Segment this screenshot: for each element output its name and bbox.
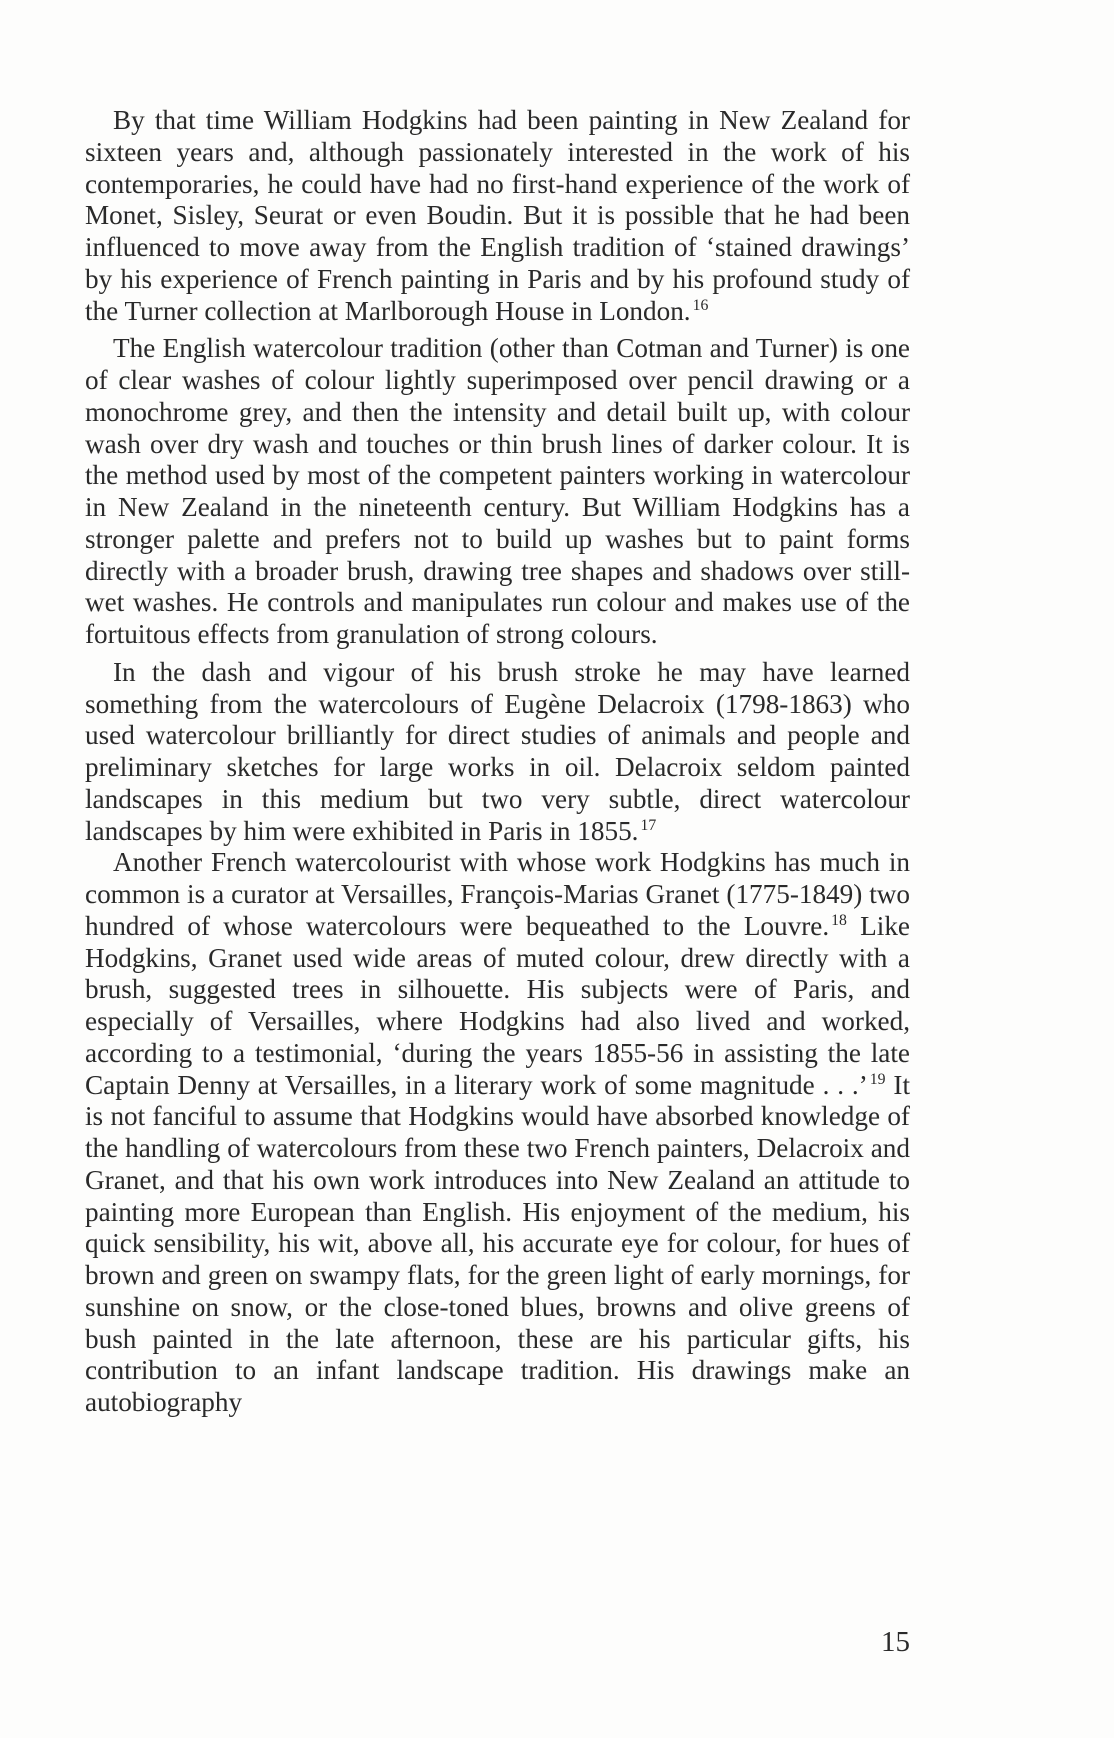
paragraph: [85, 333, 910, 651]
paragraph-text: The English watercolour tradition (other than Cotman and Turner) is one of clear washes of colour lightly superimposed over pencil drawing or a monochrome grey, and then the intensity and detail built up, with colour wash over dry wash and touches or thin brush lines of darker colour. It is the method used by most of the competent painters working in watercolour in New Zealand in the nineteenth century. But William Hodgkins has a stronger palette and prefers not to build up washes but to paint forms directly with a broader brush, drawing tree shapes and shadows over still-wet washes. He controls and manipulates run colour and makes use of the fortuitous effects from granulation of strong colours.: [85, 333, 910, 649]
footnote-reference: 17: [640, 816, 657, 834]
page-number: 15: [881, 1626, 910, 1658]
body-text: [85, 105, 910, 1419]
paragraph: [85, 105, 910, 327]
paragraph-text: It is not fanciful to assume that Hodgkins would have absorbed knowledge of the handling of watercolours from these two French painters, Delacroix and Granet, and that his own work introduces into New Zealand an attitude to painting more European than English. His enjoyment of the medium, his quick sensibility, his wit, above all, his accurate eye for colour, for hues of brown and green on swampy flats, for the green light of early mornings, for sunshine on snow, or the close-toned blues, browns and olive greens of bush painted in the late afternoon, these are his particular gifts, his contribution to an infant landscape tradition. His drawings make an autobiography: [85, 1069, 911, 1417]
footnote-reference: 16: [692, 296, 709, 314]
paragraph-text: Another French watercolourist with whose work Hodgkins has much in common is a curator at Versailles, François-Marias Granet (1775-1849) two hundred of whose watercolours were bequeathed to the Louvre.: [85, 847, 910, 941]
footnote-reference: 19: [869, 1070, 886, 1088]
paragraph-text: Like Hodgkins, Granet used wide areas of muted colour, drew directly with a brush, suggested trees in silhouette. His subjects were of Paris, and especially of Versailles, where Hodgkins had also lived and worked, according to a testimonial, ‘during the years 1855-56 in assisting the late Captain Denny at Versailles, in a literary work of some magnitude . . .’: [85, 910, 910, 1100]
paragraph-text: By that time William Hodgkins had been painting in New Zealand for sixteen years and, although passionately interested in the work of his contemporaries, he could have had no first-hand experience of the work of Monet, Sisley, Seurat or even Boudin. But it is possible that he had been influenced to move away from the English tradition of ‘stained drawings’ by his experience of French painting in Paris and by his profound study of the Turner collection at Marlborough House in London.: [85, 105, 910, 326]
footnote-reference: 18: [831, 911, 847, 929]
paragraph: [85, 847, 910, 1419]
paragraph-text: In the dash and vigour of his brush stroke he may have learned something from the watercolours of Eugène Delacroix (1798-1863) who used watercolour brilliantly for direct studies of animals and people and preliminary sketches for large works in oil. Delacroix seldom painted landscapes in this medium but two very subtle, direct watercolour landscapes by him were exhibited in Paris in 1855.: [85, 656, 910, 846]
paragraph: [85, 657, 910, 848]
